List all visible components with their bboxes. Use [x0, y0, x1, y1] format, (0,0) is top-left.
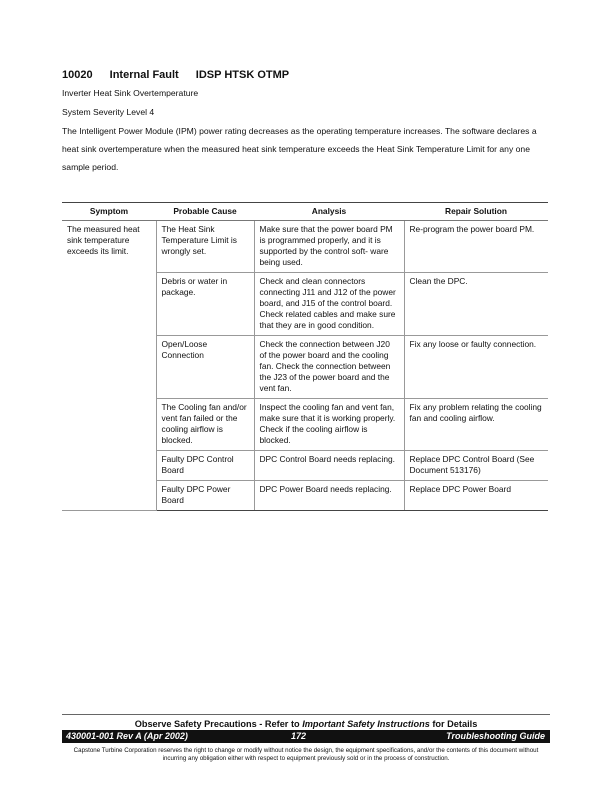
repair-cell: Clean the DPC. — [404, 273, 548, 336]
header-analysis: Analysis — [254, 203, 404, 221]
symptom-cell: The measured heat sink temperature exceeds its limit. — [62, 221, 156, 511]
analysis-cell: DPC Power Board needs replacing. — [254, 481, 404, 511]
document-id: 430001-001 Rev A (Apr 2002) — [66, 731, 188, 741]
footer-bar — [62, 730, 550, 743]
description: The Intelligent Power Module (IPM) power rating decreases as the operating temperature increases. The software declares a heat sink overtemperature when the measured heat sink temperature exceeds the Heat Sink Temperature Limit for any one sample period. — [62, 126, 537, 172]
repair-cell: Fix any loose or faulty connection. — [404, 336, 548, 399]
table-row — [62, 221, 548, 273]
analysis-cell: Inspect the cooling fan and vent fan, make sure that it is working properly. Check if the cooling airflow is blocked. — [254, 399, 404, 451]
analysis-cell: Check and clean connectors connecting J11 and J12 of the power board, and J15 of the control board. Check related cables and make sure that they are in good condition. — [254, 273, 404, 336]
repair-cell: Re-program the power board PM. — [404, 221, 548, 273]
analysis-cell: Make sure that the power board PM is programmed properly, and it is supported by the control soft- ware being used. — [254, 221, 404, 273]
cause-cell: The Heat Sink Temperature Limit is wrongly set. — [156, 221, 254, 273]
fault-tag: IDSP HTSK OTMP — [195, 69, 290, 81]
page-number: 172 — [291, 731, 307, 741]
severity-level: System Severity Level 4 — [62, 107, 155, 117]
cause-cell: The Cooling fan and/or vent fan failed or the cooling airflow is blocked. — [156, 399, 254, 451]
cause-cell: Debris or water in package. — [156, 273, 254, 336]
troubleshooting-table — [62, 202, 548, 511]
header-repair: Repair Solution — [404, 203, 548, 221]
repair-cell: Replace DPC Control Board (See Document 513176) — [404, 451, 548, 481]
cause-cell: Faulty DPC Control Board — [156, 451, 254, 481]
section-heading — [62, 69, 303, 81]
section-name: Troubleshooting Guide — [446, 731, 545, 741]
safety-link-text: Important Safety Instructions — [302, 719, 430, 729]
disclaimer: Capstone Turbine Corporation reserves the right to change or modify without notice the design, the equipment specifications, and/or the contents of this document without incurring any obligation either with respect to equipment previously sold or in the process of construction. — [73, 747, 539, 762]
analysis-cell: DPC Control Board needs replacing. — [254, 451, 404, 481]
header-symptom: Symptom — [62, 203, 156, 221]
safety-suffix: for Details — [432, 719, 478, 729]
safety-prefix: Observe Safety Precautions - Refer to — [134, 719, 300, 729]
table-header-row — [62, 203, 548, 221]
header-cause: Probable Cause — [156, 203, 254, 221]
cause-cell: Faulty DPC Power Board — [156, 481, 254, 511]
repair-cell: Fix any problem relating the cooling fan and cooling airflow. — [404, 399, 548, 451]
fault-code: 10020 — [62, 69, 93, 81]
cause-cell: Open/Loose Connection — [156, 336, 254, 399]
fault-name: Internal Fault — [109, 69, 179, 81]
safety-notice — [62, 719, 550, 729]
repair-cell: Replace DPC Power Board — [404, 481, 548, 511]
footer-divider — [62, 714, 550, 715]
subtitle: Inverter Heat Sink Overtemperature — [62, 88, 199, 98]
analysis-cell: Check the connection between J20 of the power board and the cooling fan. Check the connection between the J23 of the power board and the vent fan. — [254, 336, 404, 399]
